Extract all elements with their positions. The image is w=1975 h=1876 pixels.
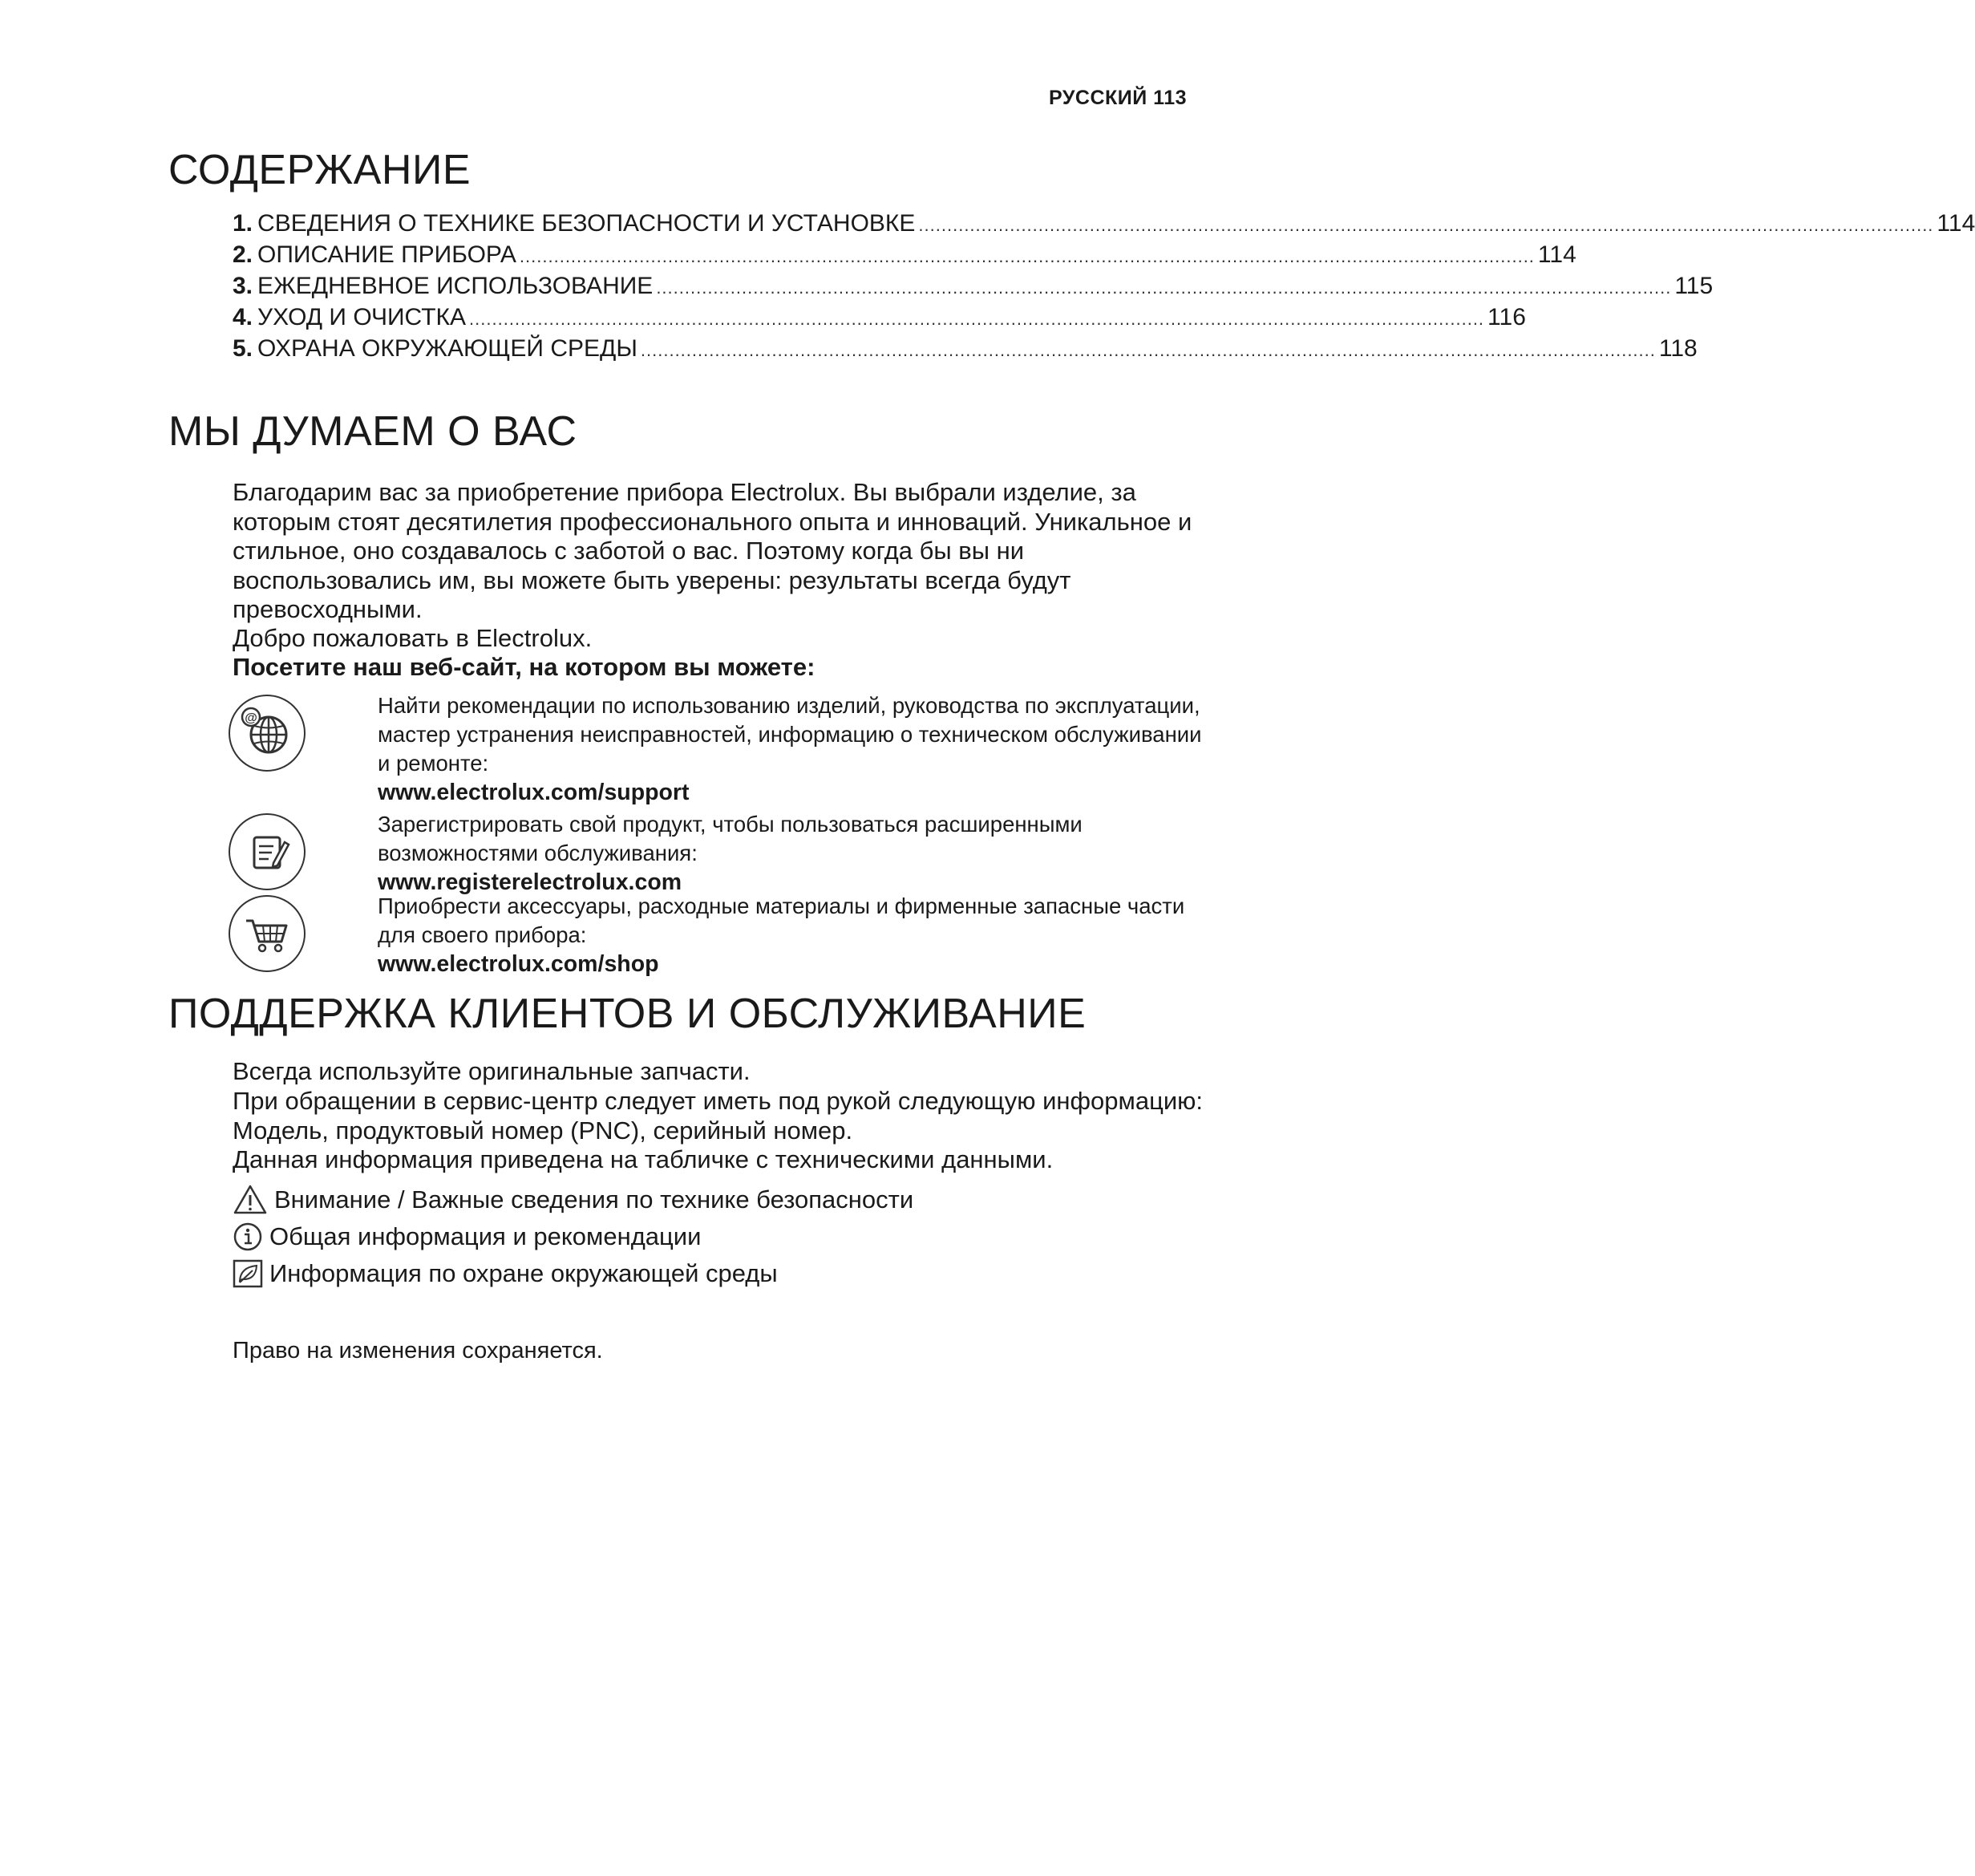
care-intro-paragraph: Благодарим вас за приобретение прибора Electrolux. Вы выбрали изделие, за которым стоят десятилетия профессионального опыта и инноваций. Уникальное и стильное, оно создавалось с заботой о вас. Поэтому когда бы вы ни воспользовались им, вы можете быть уверены: результаты всегда будут превосходными. <box>233 478 1192 623</box>
rights-reserved-notice: Право на изменения сохраняется. <box>233 1338 603 1363</box>
toc-leader-dots: .................................................................................................................................................................................. <box>918 215 1934 235</box>
toc-item[interactable] <box>233 304 1526 335</box>
register-link-description: Зарегистрировать свой продукт, чтобы пользоваться расширенными возможностями обслуживания: <box>378 812 1083 865</box>
toc-leader-dots: .................................................................................................................................................................................. <box>656 278 1672 298</box>
legend-warning-text: Внимание / Важные сведения по технике безопасности <box>274 1185 914 1214</box>
shop-link[interactable]: www.electrolux.com/shop <box>378 951 659 977</box>
toc-leader-dots: .................................................................................................................................................................................. <box>469 309 1485 329</box>
leaf-icon <box>233 1259 263 1288</box>
toc-item[interactable] <box>233 273 1714 304</box>
toc-item-page: 118 <box>1658 335 1698 362</box>
info-icon <box>233 1222 263 1252</box>
legend-info <box>233 1222 701 1252</box>
toc-item-title: ОПИСАНИЕ ПРИБОРА <box>257 241 516 268</box>
legend-environment-text: Информация по охране окружающей среды <box>269 1259 778 1287</box>
toc-item-title: ЕЖЕДНЕВНОЕ ИСПОЛЬЗОВАНИЕ <box>257 273 654 299</box>
register-link[interactable]: www.registerelectrolux.com <box>378 869 682 895</box>
care-visit-text: Посетите наш веб-сайт, на котором вы можете: <box>233 653 815 681</box>
toc-item-page: 115 <box>1674 273 1714 299</box>
toc-item-title: ОХРАНА ОКРУЖАЮЩЕЙ СРЕДЫ <box>257 335 637 362</box>
toc-item-number: 5. <box>233 335 253 362</box>
toc-item-page: 116 <box>1487 304 1526 330</box>
globe-icon <box>229 695 306 772</box>
toc-item[interactable] <box>233 335 1698 367</box>
support-rating-plate-text: Данная информация приведена на табличке с техническими данными. <box>233 1145 1054 1173</box>
toc-item-page: 114 <box>1537 241 1576 268</box>
toc-heading: СОДЕРЖАНИЕ <box>168 147 471 193</box>
care-welcome-text: Добро пожаловать в Electrolux. <box>233 624 593 652</box>
toc-item-number: 2. <box>233 241 253 268</box>
page-header-language: РУССКИЙ 113 <box>1049 87 1187 109</box>
support-heading: ПОДДЕРЖКА КЛИЕНТОВ И ОБСЛУЖИВАНИЕ <box>168 991 1087 1037</box>
support-original-parts-text: Всегда используйте оригинальные запчасти. <box>233 1057 751 1085</box>
legend-warning <box>233 1184 913 1216</box>
support-link[interactable]: www.electrolux.com/support <box>378 780 690 805</box>
support-link-description: Найти рекомендации по использованию изделий, руководства по эксплуатации, мастер устранения неисправностей, информацию о техническом обслуживании и ремонте: <box>378 693 1202 776</box>
toc-item-title: УХОД И ОЧИСТКА <box>257 304 467 330</box>
toc-leader-dots: .................................................................................................................................................................................. <box>519 246 1535 266</box>
cart-icon <box>229 895 306 972</box>
toc-item-number: 1. <box>233 210 253 237</box>
toc-item-number: 4. <box>233 304 253 330</box>
toc-item-page: 114 <box>1937 210 1975 237</box>
register-icon <box>229 813 306 890</box>
toc-item[interactable] <box>233 210 1975 241</box>
svg-text:@: @ <box>245 711 257 725</box>
table-of-contents <box>233 210 1975 367</box>
legend-info-text: Общая информация и рекомендации <box>269 1222 702 1250</box>
legend-environment <box>233 1259 778 1288</box>
warning-icon <box>233 1184 268 1216</box>
care-heading: МЫ ДУМАЕМ О ВАС <box>168 408 577 455</box>
toc-item-title: СВЕДЕНИЯ О ТЕХНИКЕ БЕЗОПАСНОСТИ И УСТАНОВКЕ <box>257 210 916 237</box>
support-service-info-text: При обращении в сервис-центр следует иметь под рукой следующую информацию: Модель, продуктовый номер (PNC), серийный номер. <box>233 1087 1204 1145</box>
toc-item-number: 3. <box>233 273 253 299</box>
toc-item[interactable] <box>233 241 1576 273</box>
shop-link-description: Приобрести аксессуары, расходные материалы и фирменные запасные части для своего прибора: <box>378 893 1185 947</box>
toc-leader-dots: .................................................................................................................................................................................. <box>640 340 1656 360</box>
